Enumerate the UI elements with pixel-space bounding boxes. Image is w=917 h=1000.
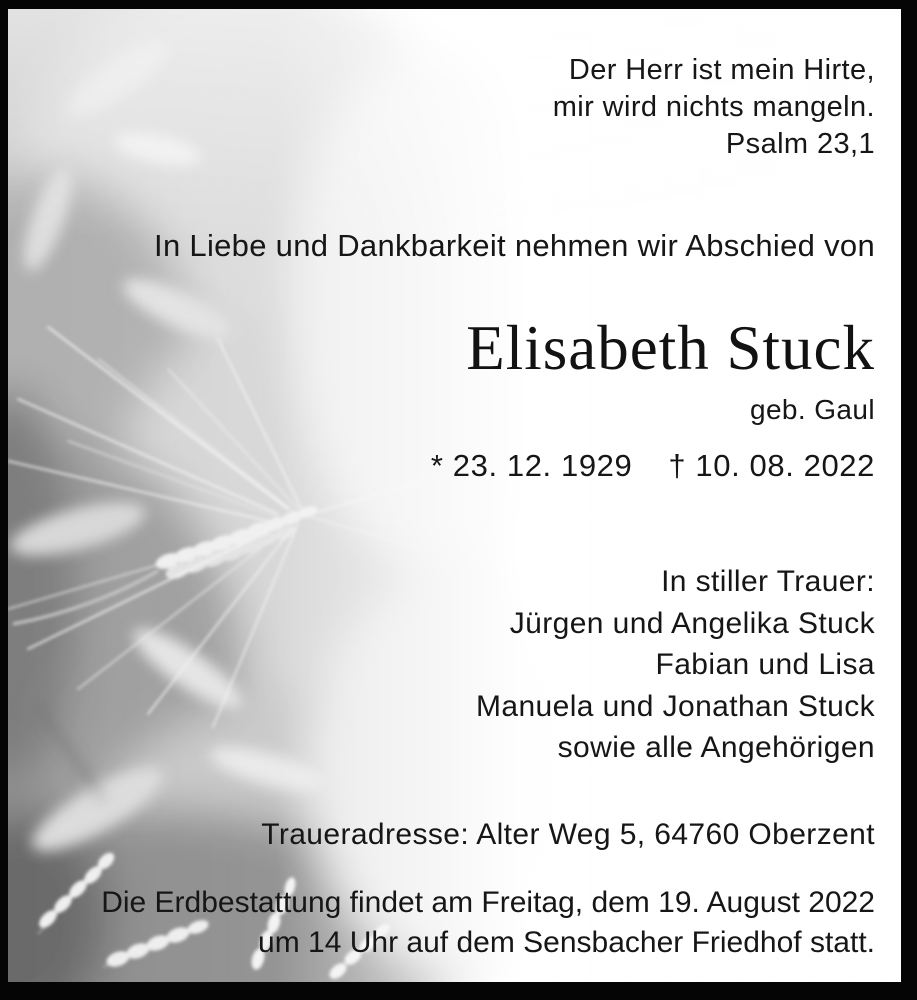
funeral-info (101, 883, 875, 963)
death-date: † 10. 08. 2022 (668, 448, 875, 483)
birth-date: * 23. 12. 1929 (430, 448, 633, 483)
life-dates (431, 448, 875, 484)
mourning-address: Traueradresse: Alter Weg 5, 64760 Oberzent (261, 818, 875, 851)
verse-line: Der Herr ist mein Hirte, (568, 54, 875, 86)
farewell-intro: In Liebe und Dankbarkeit nehmen wir Abschied von (154, 228, 875, 263)
funeral-line: um 14 Uhr auf dem Sensbacher Friedhof statt. (258, 926, 875, 959)
mourners-heading: In stiller Trauer: (661, 565, 875, 598)
mourner-line: sowie alle Angehörigen (557, 731, 875, 764)
mourners-list (476, 561, 875, 769)
deceased-name: Elisabeth Stuck (466, 313, 875, 383)
verse-reference: Psalm 23,1 (725, 128, 875, 160)
mourner-line: Jürgen und Angelika Stuck (509, 606, 875, 640)
mourner-line: Fabian und Lisa (655, 648, 875, 681)
bible-verse (553, 52, 875, 163)
verse-line: mir wird nichts mangeln. (552, 91, 875, 123)
maiden-name: geb. Gaul (749, 394, 875, 425)
funeral-line: Die Erdbestattung findet am Freitag, dem 19. August 2022 (101, 886, 875, 919)
mourner-line: Manuela und Jonathan Stuck (475, 689, 875, 723)
